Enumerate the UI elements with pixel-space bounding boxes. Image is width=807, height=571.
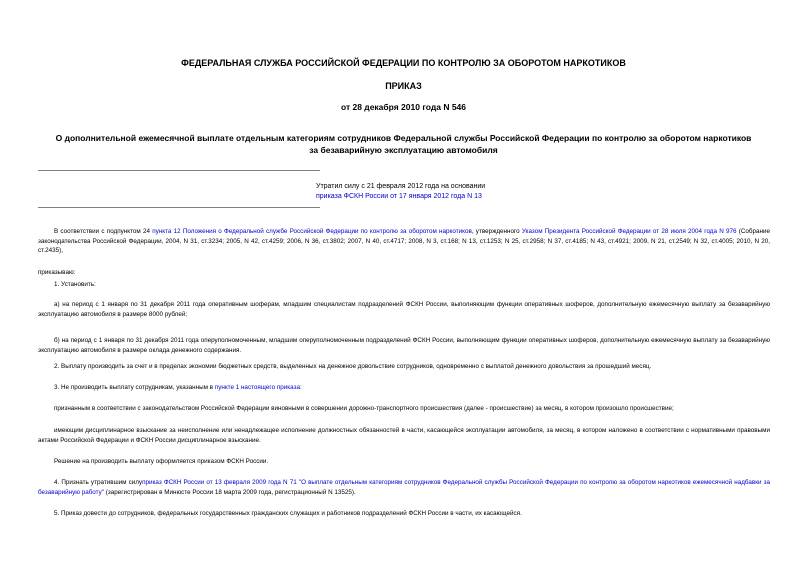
- document-type: ПРИКАЗ: [385, 81, 422, 91]
- paragraph-3: [38, 383, 770, 393]
- status-text: Утратил силу с 21 февраля 2012 года на основании: [316, 183, 486, 190]
- paragraph-4-text-2: (зарегистрирован в Минюсте России 18 марта 2009 года, регистрационный N 13525).: [104, 488, 356, 496]
- paragraph-5: 5. Приказ довести до сотрудников, федеральных государственных гражданских служащих и работников подразделений ФСКН России в части, их касающейся.: [54, 510, 522, 517]
- link-regulation[interactable]: пункта 12 Положения о Федеральной службе Российской Федерации по контролю за оборотом наркотиков: [152, 228, 472, 235]
- preamble-text-2: , утвержденного: [471, 228, 522, 235]
- paragraph-4-text-1: 4. Признать утратившим силу: [54, 479, 143, 486]
- document-title: [30, 132, 777, 156]
- agency-name: ФЕДЕРАЛЬНАЯ СЛУЖБА РОССИЙСКОЙ ФЕДЕРАЦИИ ПО КОНТРОЛЮ ЗА ОБОРОТОМ НАРКОТИКОВ: [181, 58, 626, 68]
- paragraph-3-item-2: имеющим дисциплинарное взыскание за неисполнение или ненадлежащее исполнение должностных обязанностей в части, касающейся эксплуатации автомобиля, за месяц, в котором наложено в соответствии с нормативными правовыми актами Российской Федерации и ФСКН России дисциплинарное взыскание.: [38, 427, 770, 444]
- status-link[interactable]: приказа ФСКН России от 17 января 2012 года N 13: [316, 193, 482, 200]
- preamble-text-1: В соответствии с подпунктом 24: [54, 228, 153, 235]
- document-date-number: от 28 декабря 2010 года N 546: [340, 102, 467, 112]
- preamble-text-3: (Собрание законодательства Российской Федерации, 2004, N 31, ст.3234; 2005, N 42, ст.4259; 2006, N 36, ст.3802; 2007, N 40, ст.4717; 2008, N 3, ст.168; N 13, ст.1253; N 25, ст.2958; N 37, ст.4185; N 43, ст.4921; 2009, N 21, ст.2549; N 32, ст.4005; 2010, N 20, ст.2435),: [38, 228, 770, 255]
- paragraph-3-text-1: 3. Не производить выплату сотрудникам, указанным в: [54, 384, 215, 391]
- paragraph-1: 1. Установить:: [54, 281, 96, 288]
- paragraph-3-item-1: признанным в соответствии с законодательством Российской Федерации виновными в совершении дорожно-транспортного происшествия (далее - происшествие) за месяц, в котором произошло происшествие;: [54, 405, 674, 412]
- divider-top: [38, 170, 320, 171]
- link-point-1[interactable]: пункте 1 настоящего приказа: [214, 384, 300, 391]
- link-presidential-decree[interactable]: Указом Президента Российской Федерации от 28 июля 2004 года N 976: [521, 228, 737, 235]
- status-note: [316, 182, 485, 202]
- link-order-71[interactable]: приказ ФСКН России от 13 февраля 2009 года N 71 "О выплате отдельным категориям сотрудников Федеральной службы Российской Федерации по контролю за оборотом наркотиков ежемесячной надбавки за безаварийную работу": [38, 479, 770, 496]
- paragraph-preamble: [38, 227, 770, 256]
- paragraph-decision: Решение на производить выплату оформляется приказом ФСКН России.: [54, 458, 269, 465]
- paragraph-2: 2. Выплату производить за счет и в пределах экономии бюджетных средств, выделенных на денежное довольствие сотрудников, одновременно с выплатой денежного довольствия за прошедший месяц.: [54, 363, 652, 370]
- divider-bottom: [38, 207, 320, 208]
- title-line-1: О дополнительной ежемесячной выплате отдельным категориям сотрудников Федеральной службы Российской Федерации по контролю за оборотом наркотиков: [55, 133, 752, 143]
- title-line-2: за безаварийную эксплуатацию автомобиля: [309, 145, 498, 155]
- paragraph-order: приказываю:: [38, 269, 76, 276]
- paragraph-3-text-2: :: [299, 384, 302, 391]
- paragraph-1a: а) на период с 1 января по 31 декабря 2011 года оперативным шоферам, младшим специалистам подразделений ФСКН России, выполняющим функции оперативных шоферов, дополнительную ежемесячную выплату за безаварийную эксплуатацию автомобиля в размере 8000 рублей;: [38, 301, 770, 318]
- paragraph-4: [38, 478, 770, 497]
- paragraph-1b: б) на период с 1 января по 31 декабря 2011 года оперуполномоченным, младшим оперуполномоченным подразделений ФСКН России, выполняющим функции оперативных шоферов, дополнительную ежемесячную выплату за безаварийную эксплуатацию автомобиля в размере оклада денежного содержания.: [38, 337, 770, 354]
